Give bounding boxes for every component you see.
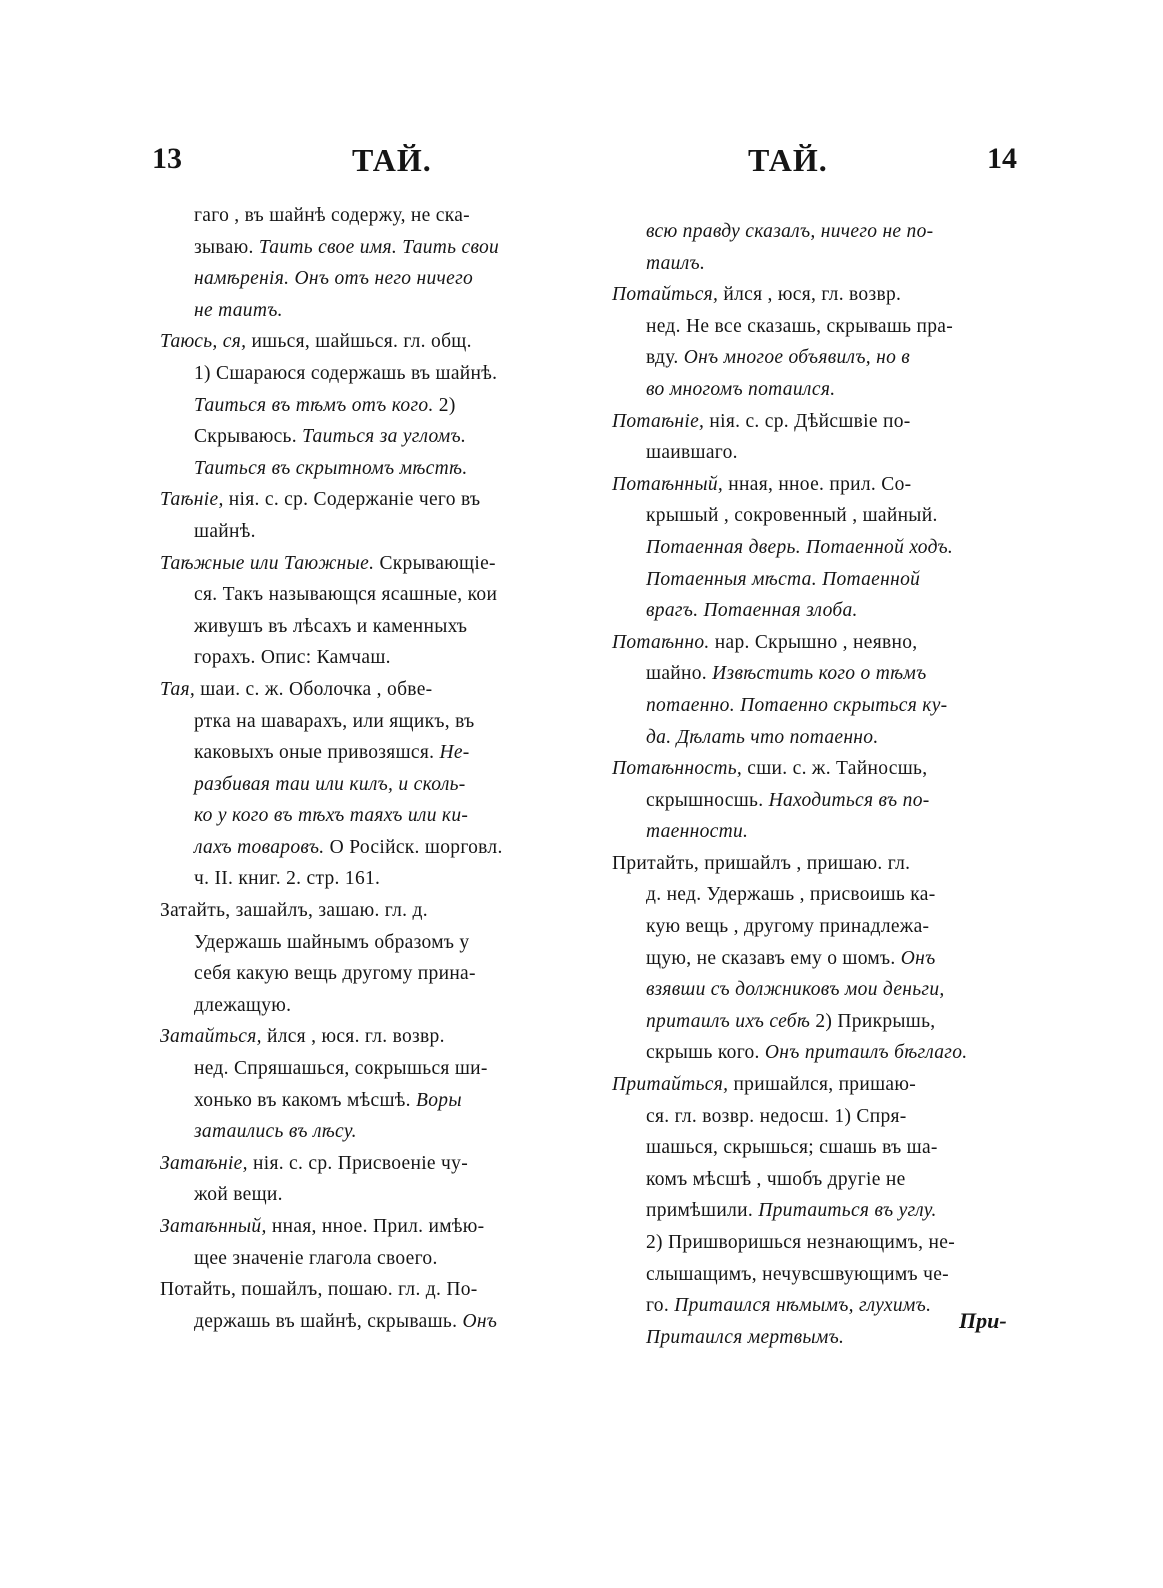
text-segment: шаившаго. <box>646 442 738 464</box>
text-line <box>612 406 1040 438</box>
text-segment: Затайть, зашайлъ, зашаю. гл. д. <box>160 900 428 922</box>
text-segment: Скрываюсь. <box>194 426 303 448</box>
right-running-head: ТАЙ. <box>748 142 828 178</box>
text-line <box>160 990 590 1022</box>
text-line <box>160 1085 590 1117</box>
italic-text: Потаѣнность, <box>612 758 743 780</box>
italic-text: всю правду сказалъ, ничего не по- <box>646 221 934 242</box>
italic-text: врагъ. Потаенная злоба. <box>646 600 858 622</box>
text-line <box>160 895 590 927</box>
text-line <box>160 706 590 738</box>
text-line <box>160 232 590 264</box>
text-line <box>612 627 1040 659</box>
text-line <box>612 1132 1040 1164</box>
text-line <box>612 279 1040 311</box>
text-segment: кую вещь , другому принадлежа- <box>646 916 930 938</box>
text-line <box>612 1195 1040 1227</box>
text-segment: сши. с. ж. Тайносшь, <box>742 758 928 780</box>
text-line <box>160 1306 590 1338</box>
italic-text: во многомъ потаился. <box>646 378 836 400</box>
text-segment: вду. <box>646 347 684 369</box>
italic-text: таилъ. <box>646 252 706 274</box>
italic-text: Затаѣніе, <box>160 1152 248 1174</box>
text-segment: жой вещи. <box>194 1184 283 1206</box>
italic-text: затаились въ лѣсу. <box>194 1121 357 1143</box>
text-segment: ртка на шаварахъ, или ящикъ, въ <box>194 710 475 732</box>
text-segment: щее значеніе глагола своего. <box>194 1247 438 1269</box>
text-segment: го. <box>646 1295 675 1317</box>
text-line <box>612 1006 1040 1038</box>
text-line <box>160 642 590 674</box>
italic-text: разбивая таи или килъ, и сколь- <box>194 773 466 795</box>
text-line <box>160 611 590 643</box>
text-segment: О Російск. шорговл. <box>324 836 503 858</box>
text-line <box>160 453 590 485</box>
italic-text: Онъ <box>462 1310 498 1332</box>
text-segment: пришайлся, пришаю- <box>728 1074 917 1096</box>
italic-text: лахъ товаровъ. <box>194 836 325 858</box>
text-segment: 2) <box>433 394 456 416</box>
text-line <box>612 437 1040 469</box>
italic-text: Потайться, <box>612 284 719 306</box>
text-line <box>612 532 1040 564</box>
text-segment: ч. II. книг. 2. стр. 161. <box>194 868 381 890</box>
right-page-number: 14 <box>987 142 1017 175</box>
right-column <box>612 216 1040 1353</box>
text-segment: себя какую вещь другому прина- <box>194 963 476 985</box>
text-segment: нед. Не все сказашь, скрывашь пра- <box>646 315 954 337</box>
text-segment: гаго , въ шайнѣ содержу, не ска- <box>194 205 470 226</box>
text-line <box>612 342 1040 374</box>
text-segment: Удержашь шайнымъ образомъ у <box>194 931 470 953</box>
text-line <box>160 358 590 390</box>
text-segment: шайнѣ. <box>194 520 256 542</box>
text-segment: 2) Прикрышь, <box>810 1010 936 1032</box>
text-line <box>612 469 1040 501</box>
text-segment: шайно. <box>646 663 713 685</box>
text-segment: крышый , сокровенный , шайный. <box>646 505 938 527</box>
italic-text: Не- <box>439 742 470 764</box>
italic-text: Таиться въ скрытномъ мѣстѣ. <box>194 457 468 479</box>
text-segment: шашься, скрышься; сшашь въ ша- <box>646 1137 938 1159</box>
italic-text: Таѣжные или Таюжные. <box>160 552 375 574</box>
italic-text: Потаѣнный, <box>612 473 724 495</box>
italic-text: Онъ <box>900 947 936 969</box>
text-line <box>160 737 590 769</box>
text-line <box>160 1243 590 1275</box>
italic-text: Извѣстить кого о тѣмъ <box>712 663 927 685</box>
text-line <box>160 958 590 990</box>
text-segment: шаи. с. ж. Оболочка , обве- <box>195 678 433 700</box>
text-line <box>160 863 590 895</box>
text-segment: 2) Пришворишься незнающимъ, не- <box>646 1232 956 1253</box>
text-line <box>160 295 590 327</box>
text-line <box>612 248 1040 280</box>
text-segment: щую, не сказавъ ему о шомъ. <box>646 947 901 969</box>
text-line <box>160 1179 590 1211</box>
left-column <box>160 200 590 1337</box>
italic-text: Притаился мертвымъ. <box>646 1326 845 1348</box>
text-segment: хонько въ какомъ мѣсшѣ. <box>194 1089 417 1111</box>
text-line <box>612 1069 1040 1101</box>
text-line <box>160 326 590 358</box>
text-segment: ся. гл. возвр. недосш. 1) Спря- <box>646 1105 907 1127</box>
text-line <box>160 769 590 801</box>
text-line <box>160 1211 590 1243</box>
italic-text: Притаиться въ углу. <box>758 1200 937 1222</box>
left-running-head: ТАЙ. <box>352 142 432 178</box>
text-line <box>160 484 590 516</box>
text-line <box>612 848 1040 880</box>
italic-text: намѣренія. Онъ отъ него ничего <box>194 268 474 290</box>
text-segment: нія. с. ср. Присвоеніе чу- <box>247 1152 468 1174</box>
text-line <box>160 1148 590 1180</box>
text-segment: скрышносшь. <box>646 789 769 811</box>
text-line <box>612 1227 1040 1259</box>
text-segment: Скрывающіе- <box>374 552 496 574</box>
italic-text: Тая, <box>160 678 196 700</box>
text-line <box>160 421 590 453</box>
text-line <box>612 500 1040 532</box>
italic-text: Таить свое имя. Таить свои <box>258 236 500 258</box>
italic-text: Таиться въ тѣмъ отъ кого. <box>194 394 434 416</box>
text-segment: Потайть, пошайлъ, пошаю. гл. д. По- <box>160 1279 478 1301</box>
text-line <box>160 200 590 232</box>
text-segment: скрышь кого. <box>646 1042 765 1064</box>
text-segment: горахъ. Опис: Камчаш. <box>194 647 391 669</box>
text-segment: д. нед. Удержашь , присвоишь ка- <box>646 884 936 906</box>
text-line <box>612 785 1040 817</box>
text-line <box>160 1116 590 1148</box>
italic-text: притаилъ ихъ себѣ <box>646 1010 811 1032</box>
text-line <box>612 879 1040 911</box>
italic-text: таенности. <box>646 821 749 843</box>
text-line <box>612 722 1040 754</box>
text-line <box>160 516 590 548</box>
text-line <box>612 1037 1040 1069</box>
text-segment: живушъ въ лѣсахъ и каменныхъ <box>194 615 468 637</box>
italic-text: Затайться, <box>160 1026 262 1048</box>
text-line <box>612 1101 1040 1133</box>
italic-text: Онъ многое объявилъ, но в <box>683 347 911 369</box>
italic-text: Притайться, <box>612 1074 729 1096</box>
text-segment: каковыхъ оные привозяшся. <box>194 742 440 764</box>
text-line <box>612 216 1040 248</box>
text-line <box>612 974 1040 1006</box>
text-segment: нная, нное. Прил. имѣю- <box>266 1216 485 1237</box>
text-line <box>612 1259 1040 1291</box>
italic-text: потаенно. Потаенно скрыться ку- <box>646 694 948 716</box>
italic-text: Потаенная дверь. Потаенной ходъ. <box>646 536 954 558</box>
italic-text: Онъ притаилъ бѣглаго. <box>764 1042 968 1064</box>
italic-text: не таитъ. <box>194 299 283 321</box>
text-line <box>612 374 1040 406</box>
italic-text: Таиться за угломъ. <box>302 426 467 448</box>
italic-text: Потаѣнно. <box>612 631 710 653</box>
italic-text: Затаѣнный, <box>160 1216 267 1237</box>
text-segment: 1) Сшараюся содержашь въ шайнѣ. <box>194 362 498 384</box>
text-line <box>160 548 590 580</box>
catchword: При- <box>959 1308 1007 1333</box>
text-line <box>612 311 1040 343</box>
text-line <box>612 595 1040 627</box>
text-line <box>612 943 1040 975</box>
italic-text: Воры <box>416 1089 462 1111</box>
text-line <box>160 1274 590 1306</box>
text-line <box>612 753 1040 785</box>
text-segment: йлся , юся, гл. возвр. <box>718 284 902 306</box>
text-segment: Притайть, пришайлъ , пришаю. гл. <box>612 852 911 874</box>
text-line <box>160 390 590 422</box>
italic-text: Таѣніе, <box>160 489 224 511</box>
text-line <box>612 1164 1040 1196</box>
text-segment: йлся , юся. гл. возвр. <box>261 1026 445 1048</box>
text-line <box>612 658 1040 690</box>
text-segment: ся. Такъ называющся ясашные, кои <box>194 584 498 606</box>
italic-text: ко у кого въ тѣхъ таяхъ или ки- <box>194 805 469 827</box>
text-segment: нед. Спряшашься, сокрышься ши- <box>194 1058 488 1080</box>
text-segment: комъ мѣсшѣ , чшобъ другіе не <box>646 1168 906 1190</box>
text-segment: ишься, шайшься. гл. общ. <box>246 331 472 353</box>
text-segment: нія. с. ср. Дѣйсшвіе по- <box>704 410 911 432</box>
text-segment: слышащимъ, нечувсшвующимъ че- <box>646 1263 949 1285</box>
text-segment: длежащую. <box>194 994 292 1016</box>
left-page-number: 13 <box>152 142 182 175</box>
text-line <box>612 816 1040 848</box>
text-line <box>160 579 590 611</box>
text-line <box>160 1053 590 1085</box>
italic-text: Притаился нѣмымъ, глухимъ. <box>674 1295 932 1317</box>
text-line <box>612 690 1040 722</box>
italic-text: Потаенныя мѣста. Потаенной <box>646 568 921 590</box>
italic-text: да. Дѣлать что потаенно. <box>646 726 879 748</box>
italic-text: Таюсь, ся, <box>160 331 247 353</box>
text-segment: примѣшили. <box>646 1200 759 1222</box>
text-segment: держашь въ шайнѣ, скрывашь. <box>194 1310 463 1332</box>
text-segment: нія. с. ср. Содержаніе чего въ <box>223 489 481 511</box>
text-segment: нная, нное. прил. Со- <box>723 473 912 495</box>
italic-text: Находиться въ по- <box>768 789 930 811</box>
text-line <box>160 800 590 832</box>
text-line <box>160 674 590 706</box>
text-segment: нар. Скрышно , неявно, <box>709 631 918 653</box>
text-line <box>612 911 1040 943</box>
italic-text: Потаѣніе, <box>612 410 705 432</box>
text-line <box>160 263 590 295</box>
text-line <box>612 564 1040 596</box>
text-line <box>160 927 590 959</box>
text-segment: зываю. <box>194 236 259 258</box>
text-line <box>160 832 590 864</box>
italic-text: взявши съ должниковъ мои деньги, <box>646 979 945 1001</box>
text-line <box>160 1021 590 1053</box>
